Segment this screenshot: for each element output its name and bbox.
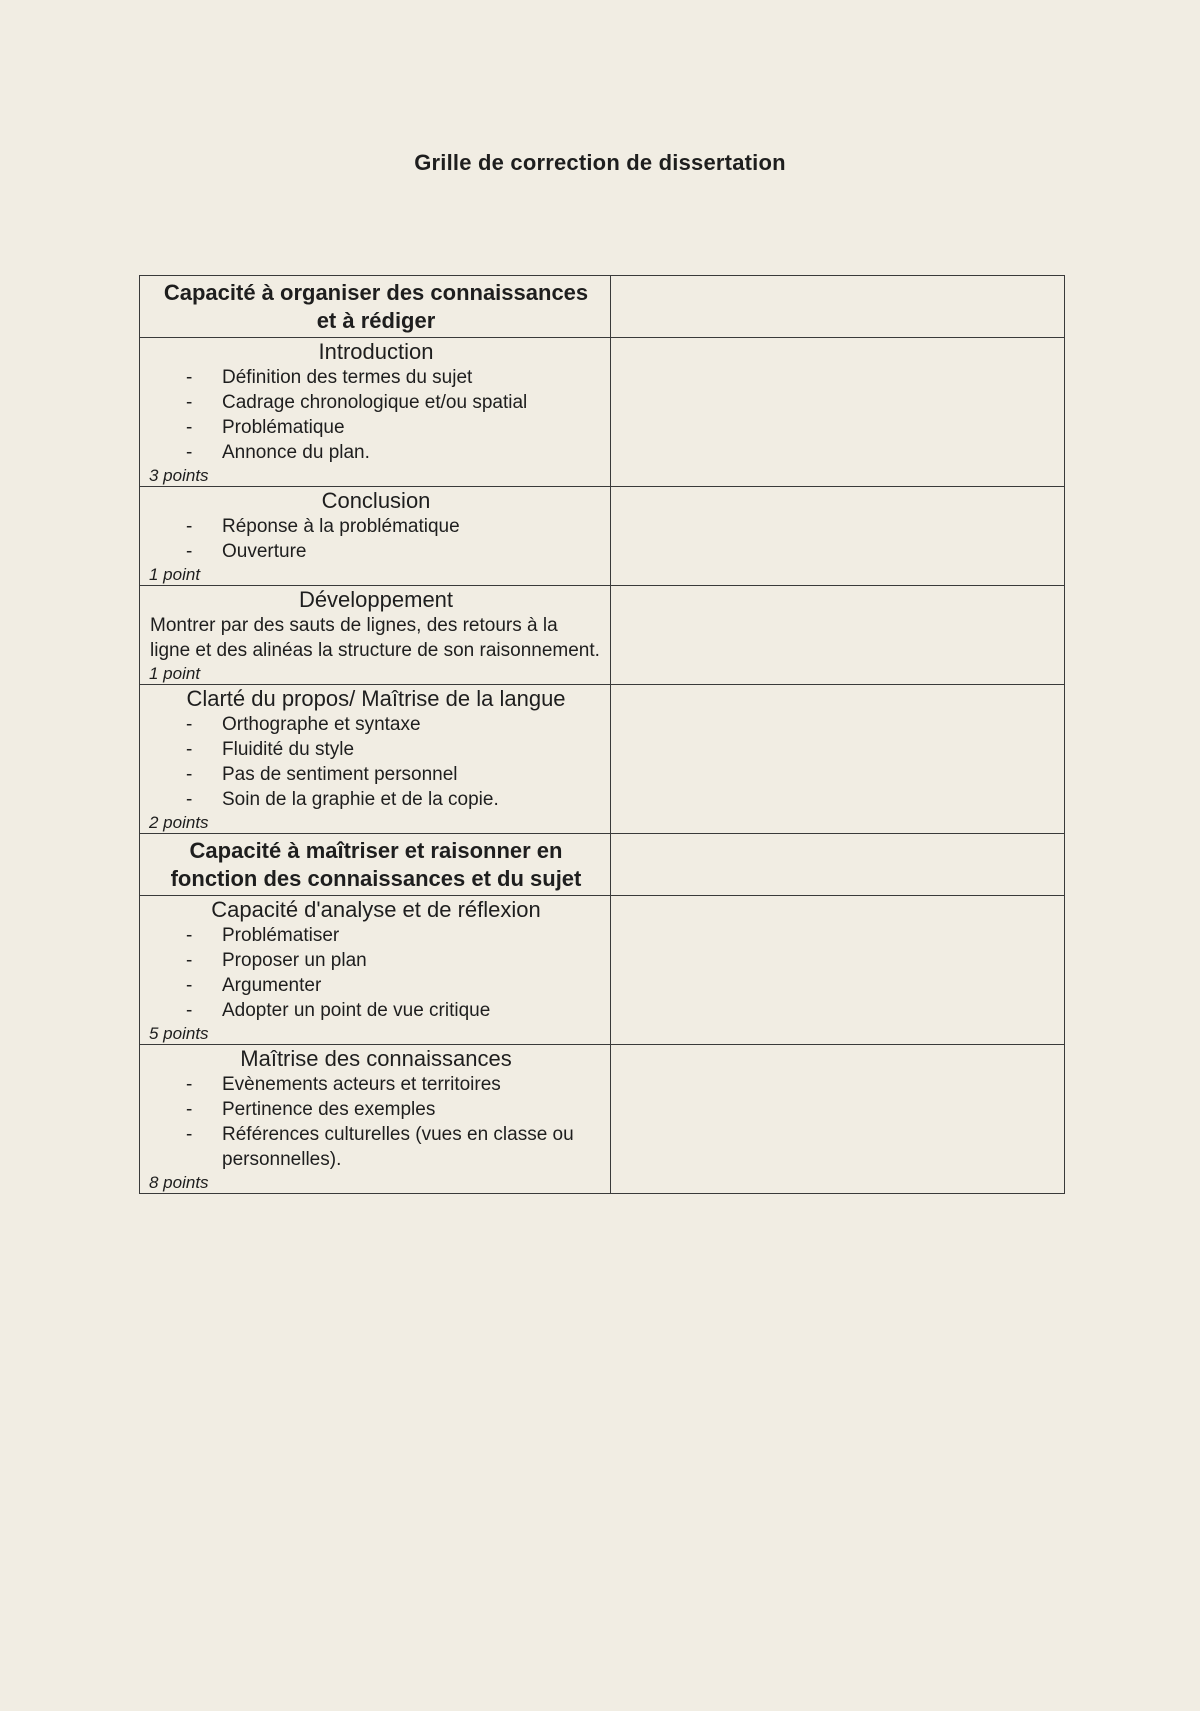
criterion-title: Capacité d'analyse et de réflexion <box>211 897 541 922</box>
score-cell[interactable] <box>611 586 1065 685</box>
criterion-item: - Pertinence des exemples <box>150 1097 602 1122</box>
criterion-item: - Argumenter <box>150 973 602 998</box>
section-heading: Capacité à maîtriser et raisonner en fonction des connaissances et du sujet <box>170 838 582 891</box>
criterion-item: - Evènements acteurs et territoires <box>150 1072 602 1097</box>
section-heading-cell <box>140 834 611 896</box>
criterion-item: - Définition des termes du sujet <box>150 365 602 390</box>
criterion-cell <box>140 1045 611 1194</box>
criterion-points: 3 points <box>149 466 209 485</box>
score-cell[interactable] <box>611 834 1065 896</box>
criterion-points: 2 points <box>149 813 209 832</box>
score-cell[interactable] <box>611 896 1065 1045</box>
criterion-item: - Pas de sentiment personnel <box>150 762 602 787</box>
criterion-cell <box>140 338 611 487</box>
criterion-points: 8 points <box>149 1173 209 1192</box>
criterion-title: Introduction <box>318 339 434 364</box>
score-cell[interactable] <box>611 685 1065 834</box>
criterion-title: Clarté du propos/ Maîtrise de la langue <box>186 686 566 711</box>
criterion-cell <box>140 586 611 685</box>
criterion-title: Conclusion <box>321 488 431 513</box>
score-cell[interactable] <box>611 276 1065 338</box>
criterion-title: Maîtrise des connaissances <box>240 1046 512 1071</box>
criterion-points: 5 points <box>149 1024 209 1043</box>
score-cell[interactable] <box>611 338 1065 487</box>
criterion-text: Montrer par des sauts de lignes, des retours à la ligne et des alinéas la structure de son raisonnement. <box>150 615 600 661</box>
section-heading-cell <box>140 276 611 338</box>
page-title: Grille de correction de dissertation <box>414 150 786 175</box>
criterion-item: - Réponse à la problématique <box>150 514 602 539</box>
criterion-item: - Proposer un plan <box>150 948 602 973</box>
criterion-item: - Références culturelles (vues en classe ou personnelles). <box>150 1122 602 1172</box>
criterion-row-developpement <box>140 586 1065 685</box>
criterion-row-clarte <box>140 685 1065 834</box>
criterion-item: - Cadrage chronologique et/ou spatial <box>150 390 602 415</box>
criterion-item: - Problématiser <box>150 923 602 948</box>
section-heading: Capacité à organiser des connaissances et à rédiger <box>163 280 589 333</box>
criterion-cell <box>140 896 611 1045</box>
criterion-cell <box>140 487 611 586</box>
criterion-row-conclusion <box>140 487 1065 586</box>
criterion-items <box>150 365 602 465</box>
criterion-row-connaissances <box>140 1045 1065 1194</box>
score-cell[interactable] <box>611 487 1065 586</box>
criterion-item: - Adopter un point de vue critique <box>150 998 602 1023</box>
criterion-items <box>150 712 602 812</box>
section-heading-row <box>140 834 1065 896</box>
criterion-item: - Problématique <box>150 415 602 440</box>
criterion-item: - Orthographe et syntaxe <box>150 712 602 737</box>
criterion-row-introduction <box>140 338 1065 487</box>
criterion-items <box>150 1072 602 1172</box>
criterion-item: - Soin de la graphie et de la copie. <box>150 787 602 812</box>
criterion-cell <box>140 685 611 834</box>
criterion-points: 1 point <box>149 565 201 584</box>
criterion-item: - Ouverture <box>150 539 602 564</box>
section-heading-row <box>140 276 1065 338</box>
score-cell[interactable] <box>611 1045 1065 1194</box>
criterion-items <box>150 514 602 564</box>
criterion-item: - Fluidité du style <box>150 737 602 762</box>
criterion-points: 1 point <box>149 664 201 683</box>
criterion-row-analyse <box>140 896 1065 1045</box>
criterion-items <box>150 923 602 1023</box>
criterion-item: - Annonce du plan. <box>150 440 602 465</box>
grading-table <box>139 275 1065 1194</box>
criterion-title: Développement <box>298 587 454 612</box>
